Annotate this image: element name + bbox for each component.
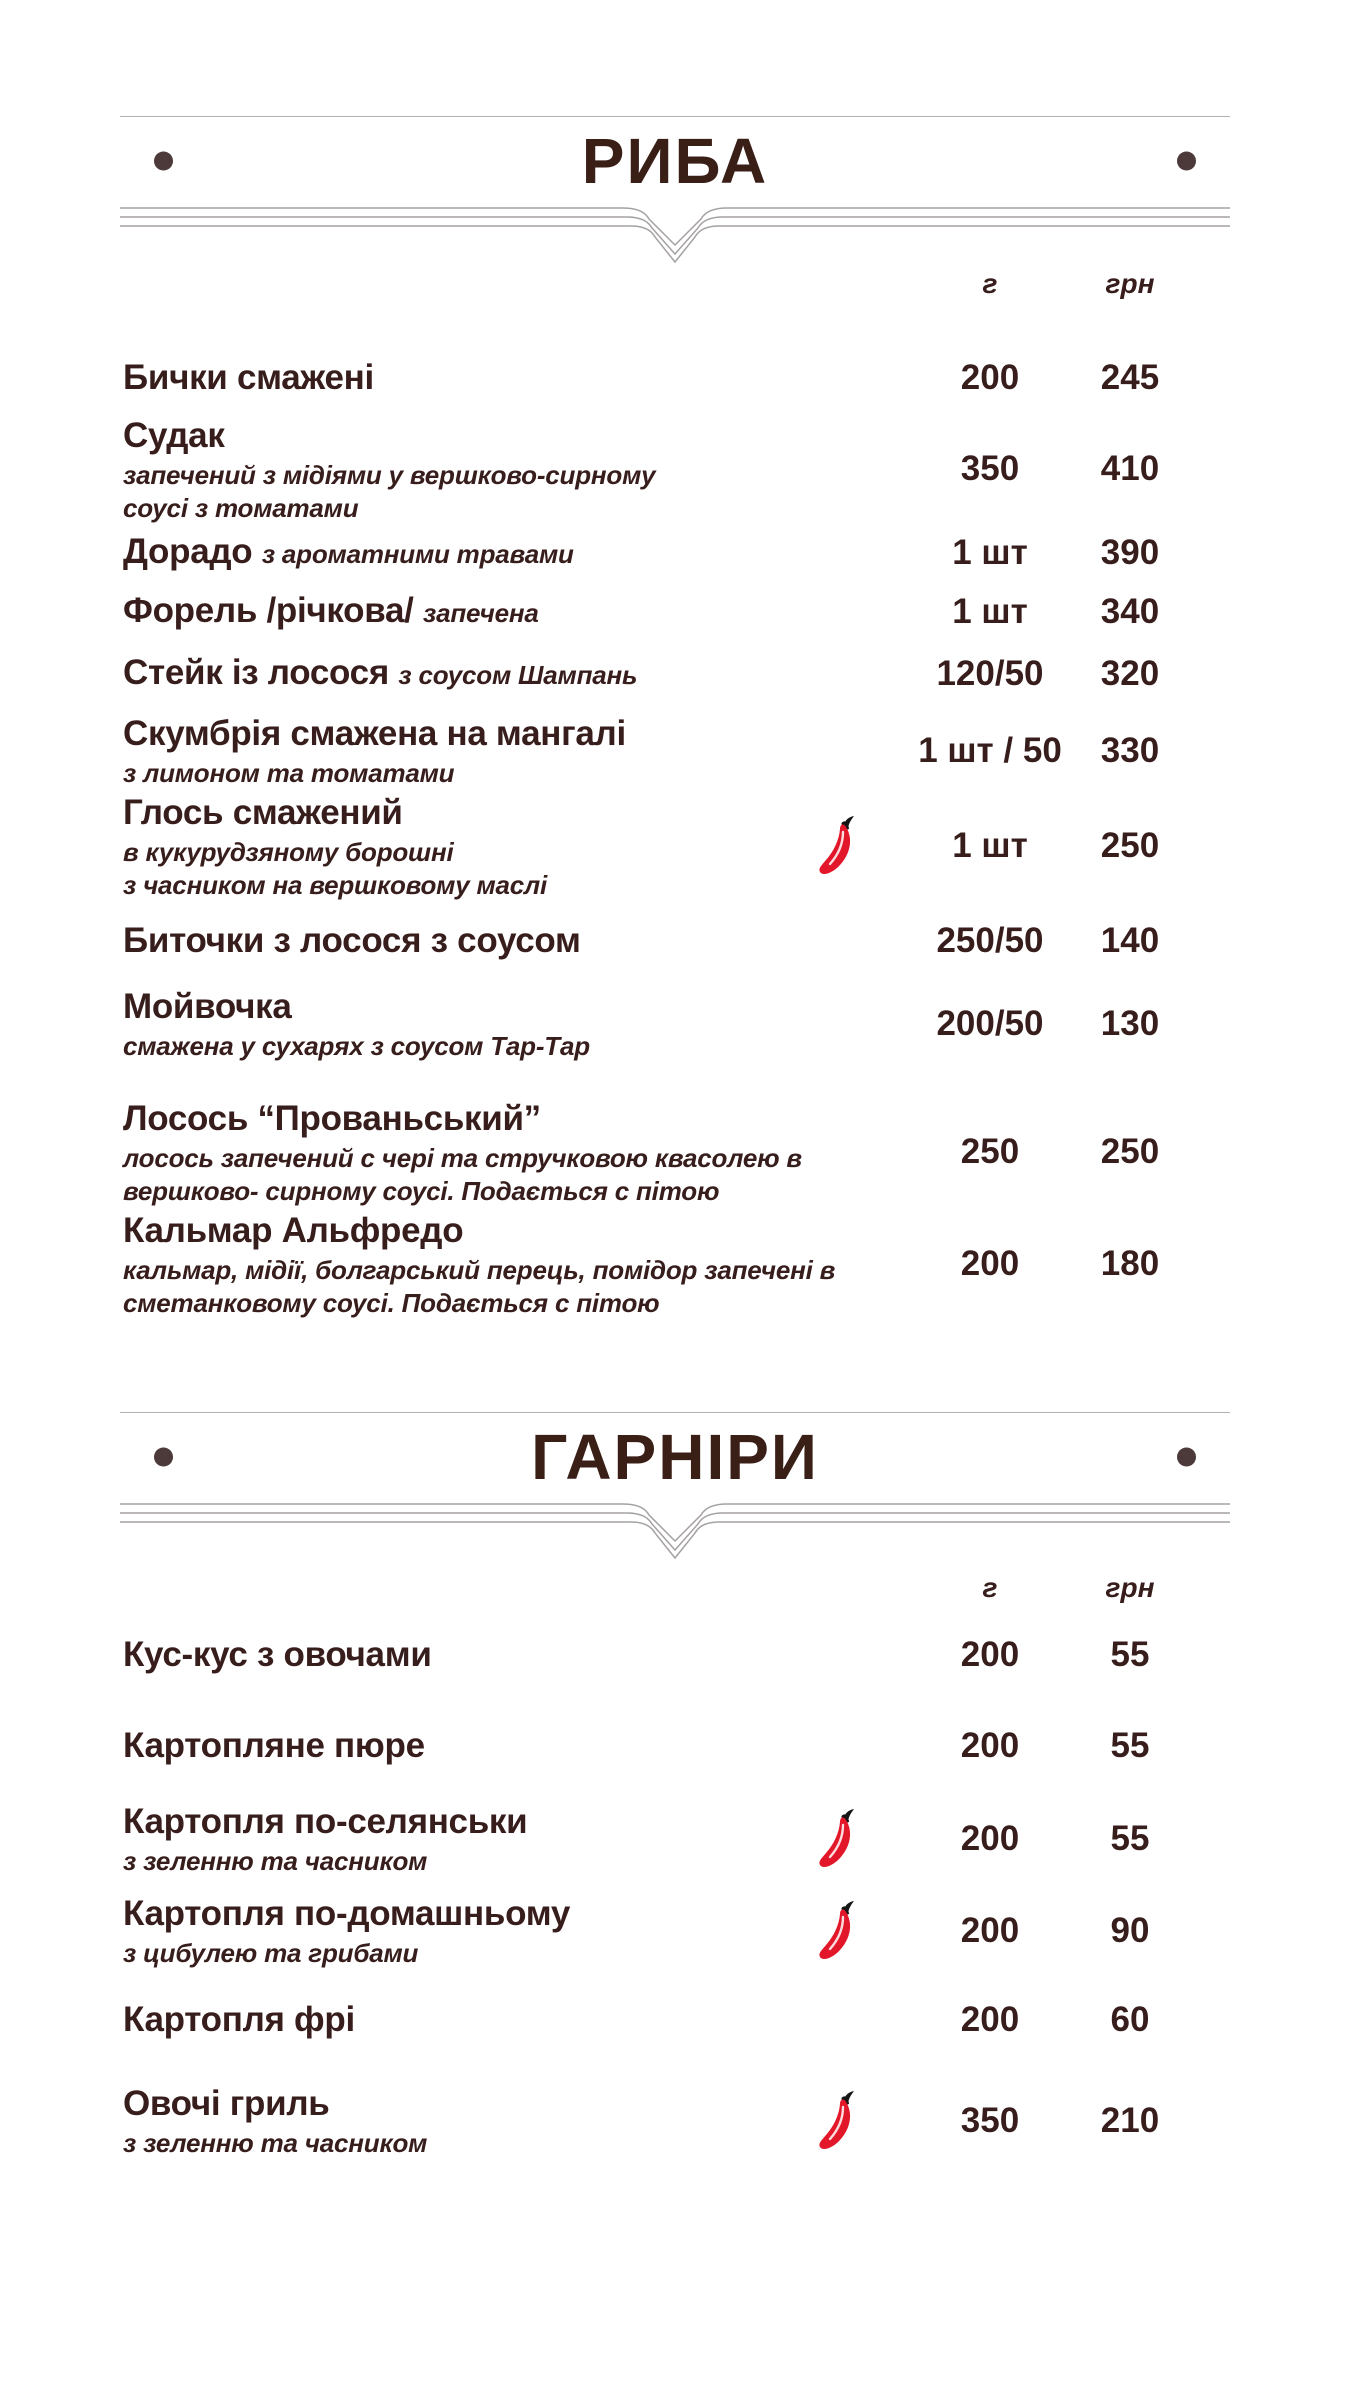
item-description-inline: з ароматними травами (261, 539, 574, 569)
item-weight: 1 шт (952, 592, 1028, 631)
menu-item (120, 918, 1230, 964)
item-name: Картопляне пюре (123, 1726, 425, 1765)
ornament-dot-left (154, 152, 173, 171)
column-headers (120, 267, 1230, 301)
item-weight: 350 (960, 2100, 1020, 2140)
item-weight: 200 (960, 1910, 1020, 1950)
item-name: Картопля по-селянськи (123, 1802, 528, 1841)
item-description: з часником на вершковому маслі (123, 870, 548, 900)
item-weight: 200 (960, 1726, 1020, 1765)
item-weight: 120/50 (936, 654, 1044, 693)
item-name: Картопля по-домашньому (123, 1894, 570, 1933)
column-header-weight: г (982, 1572, 998, 1603)
ribbon-divider-icon (120, 205, 1230, 267)
item-weight: 1 шт (952, 533, 1028, 572)
column-headers (120, 1571, 1230, 1605)
item-description: лосось запечений с чері та стручковою квасолею в (123, 1143, 802, 1173)
item-weight: 200/50 (936, 1003, 1044, 1043)
item-weight: 200 (960, 1635, 1020, 1674)
item-description: з зеленню та часником (123, 1846, 428, 1876)
item-description: з зеленню та часником (123, 2128, 428, 2158)
menu-item (120, 1997, 1230, 2043)
item-price: 130 (1100, 1003, 1160, 1043)
menu-item (120, 650, 1230, 698)
item-price: 320 (1100, 654, 1160, 693)
item-description: соусі з томатами (123, 493, 359, 523)
menu-item (120, 1632, 1230, 1678)
item-name: Мойвочка (123, 987, 292, 1026)
menu-section-sides (120, 1412, 1230, 2160)
item-name: Бички смажені (123, 358, 374, 397)
item-weight: 200 (960, 358, 1020, 397)
ribbon-divider-icon (120, 1501, 1230, 1563)
column-header-weight: г (982, 268, 998, 299)
column-header-price: грн (1105, 1572, 1155, 1603)
menu-item (120, 1096, 1230, 1208)
menu-item (120, 984, 1230, 1063)
item-description: смажена у сухарях з соусом Тар-Тар (123, 1031, 590, 1061)
item-price: 410 (1100, 449, 1160, 488)
menu-item (120, 2081, 1230, 2160)
item-description: в кукурудзяному борошні (123, 837, 454, 867)
item-price: 330 (1100, 730, 1160, 770)
item-weight: 200 (960, 1244, 1020, 1283)
item-weight: 1 шт / 50 (918, 730, 1062, 770)
item-description: з цибулею та грибами (123, 1938, 419, 1968)
item-description: кальмар, мідії, болгарський перець, помідор запечені в (123, 1255, 836, 1285)
item-weight: 250 (960, 1132, 1020, 1171)
menu-item (120, 790, 1230, 902)
menu-item (120, 529, 1230, 577)
section-header-sides (120, 1412, 1230, 1501)
item-name: Судак (123, 416, 225, 455)
menu-item (120, 1799, 1230, 1878)
item-price: 55 (1110, 1818, 1150, 1858)
item-weight: 200 (960, 1818, 1020, 1858)
item-weight: 250/50 (936, 921, 1044, 960)
item-name: Дорадо (123, 532, 253, 571)
item-description-inline: з соусом Шампань (398, 660, 638, 690)
menu-item (120, 1723, 1230, 1769)
item-price: 180 (1100, 1244, 1160, 1283)
ornament-dot-right (1177, 152, 1196, 171)
ornament-dot-left (154, 1448, 173, 1467)
menu-item (120, 1208, 1230, 1320)
item-price: 60 (1110, 2000, 1150, 2039)
menu-item (120, 355, 1230, 401)
item-name: Овочі гриль (123, 2084, 330, 2123)
item-price: 140 (1100, 921, 1160, 960)
item-price: 90 (1110, 1910, 1150, 1950)
item-price: 250 (1100, 1132, 1160, 1171)
item-name: Глось смажений (123, 793, 403, 832)
item-name: Кус-кус з овочами (123, 1635, 432, 1674)
item-name: Биточки з лосося з соусом (123, 921, 581, 960)
item-price: 250 (1100, 826, 1160, 865)
column-header-price: грн (1105, 268, 1155, 299)
item-price: 210 (1100, 2100, 1160, 2140)
ornament-dot-right (1177, 1448, 1196, 1467)
menu-item (120, 588, 1230, 636)
item-description: сметанковому соусі. Подається с пітою (123, 1288, 660, 1318)
item-weight: 350 (960, 449, 1020, 488)
item-description: вершково- сирному соусі. Подається с пітою (123, 1176, 720, 1206)
section-title-fish: РИБА (581, 125, 769, 197)
item-name: Скумбрія смажена на мангалі (123, 714, 626, 753)
item-description: з лимоном та томатами (123, 758, 455, 788)
item-price: 55 (1110, 1635, 1150, 1674)
section-header-fish (120, 116, 1230, 205)
item-weight: 1 шт (952, 826, 1028, 865)
item-name: Стейк із лосося (123, 653, 389, 692)
item-name: Картопля фрі (123, 2000, 355, 2039)
menu-item (120, 711, 1230, 790)
section-title-sides: ГАРНІРИ (531, 1421, 819, 1493)
item-price: 245 (1100, 358, 1160, 397)
item-description-inline: запечена (423, 598, 539, 628)
chili-icon (813, 1899, 857, 1963)
item-description: запечений з мідіями у вершково-сирному (123, 460, 656, 490)
menu-section-fish (120, 116, 1230, 1320)
item-name: Кальмар Альфредо (123, 1211, 464, 1250)
item-weight: 200 (960, 2000, 1020, 2039)
item-price: 55 (1110, 1726, 1150, 1765)
chili-icon (813, 2089, 857, 2153)
item-name: Лосось “Прованьський” (123, 1099, 541, 1138)
menu-item (120, 413, 1230, 525)
item-name: Форель /річкова/ (123, 591, 414, 630)
chili-icon (813, 1807, 857, 1871)
chili-icon (813, 814, 857, 878)
item-price: 390 (1100, 533, 1160, 572)
item-price: 340 (1100, 592, 1160, 631)
menu-content (120, 0, 1230, 2160)
menu-item (120, 1891, 1230, 1970)
